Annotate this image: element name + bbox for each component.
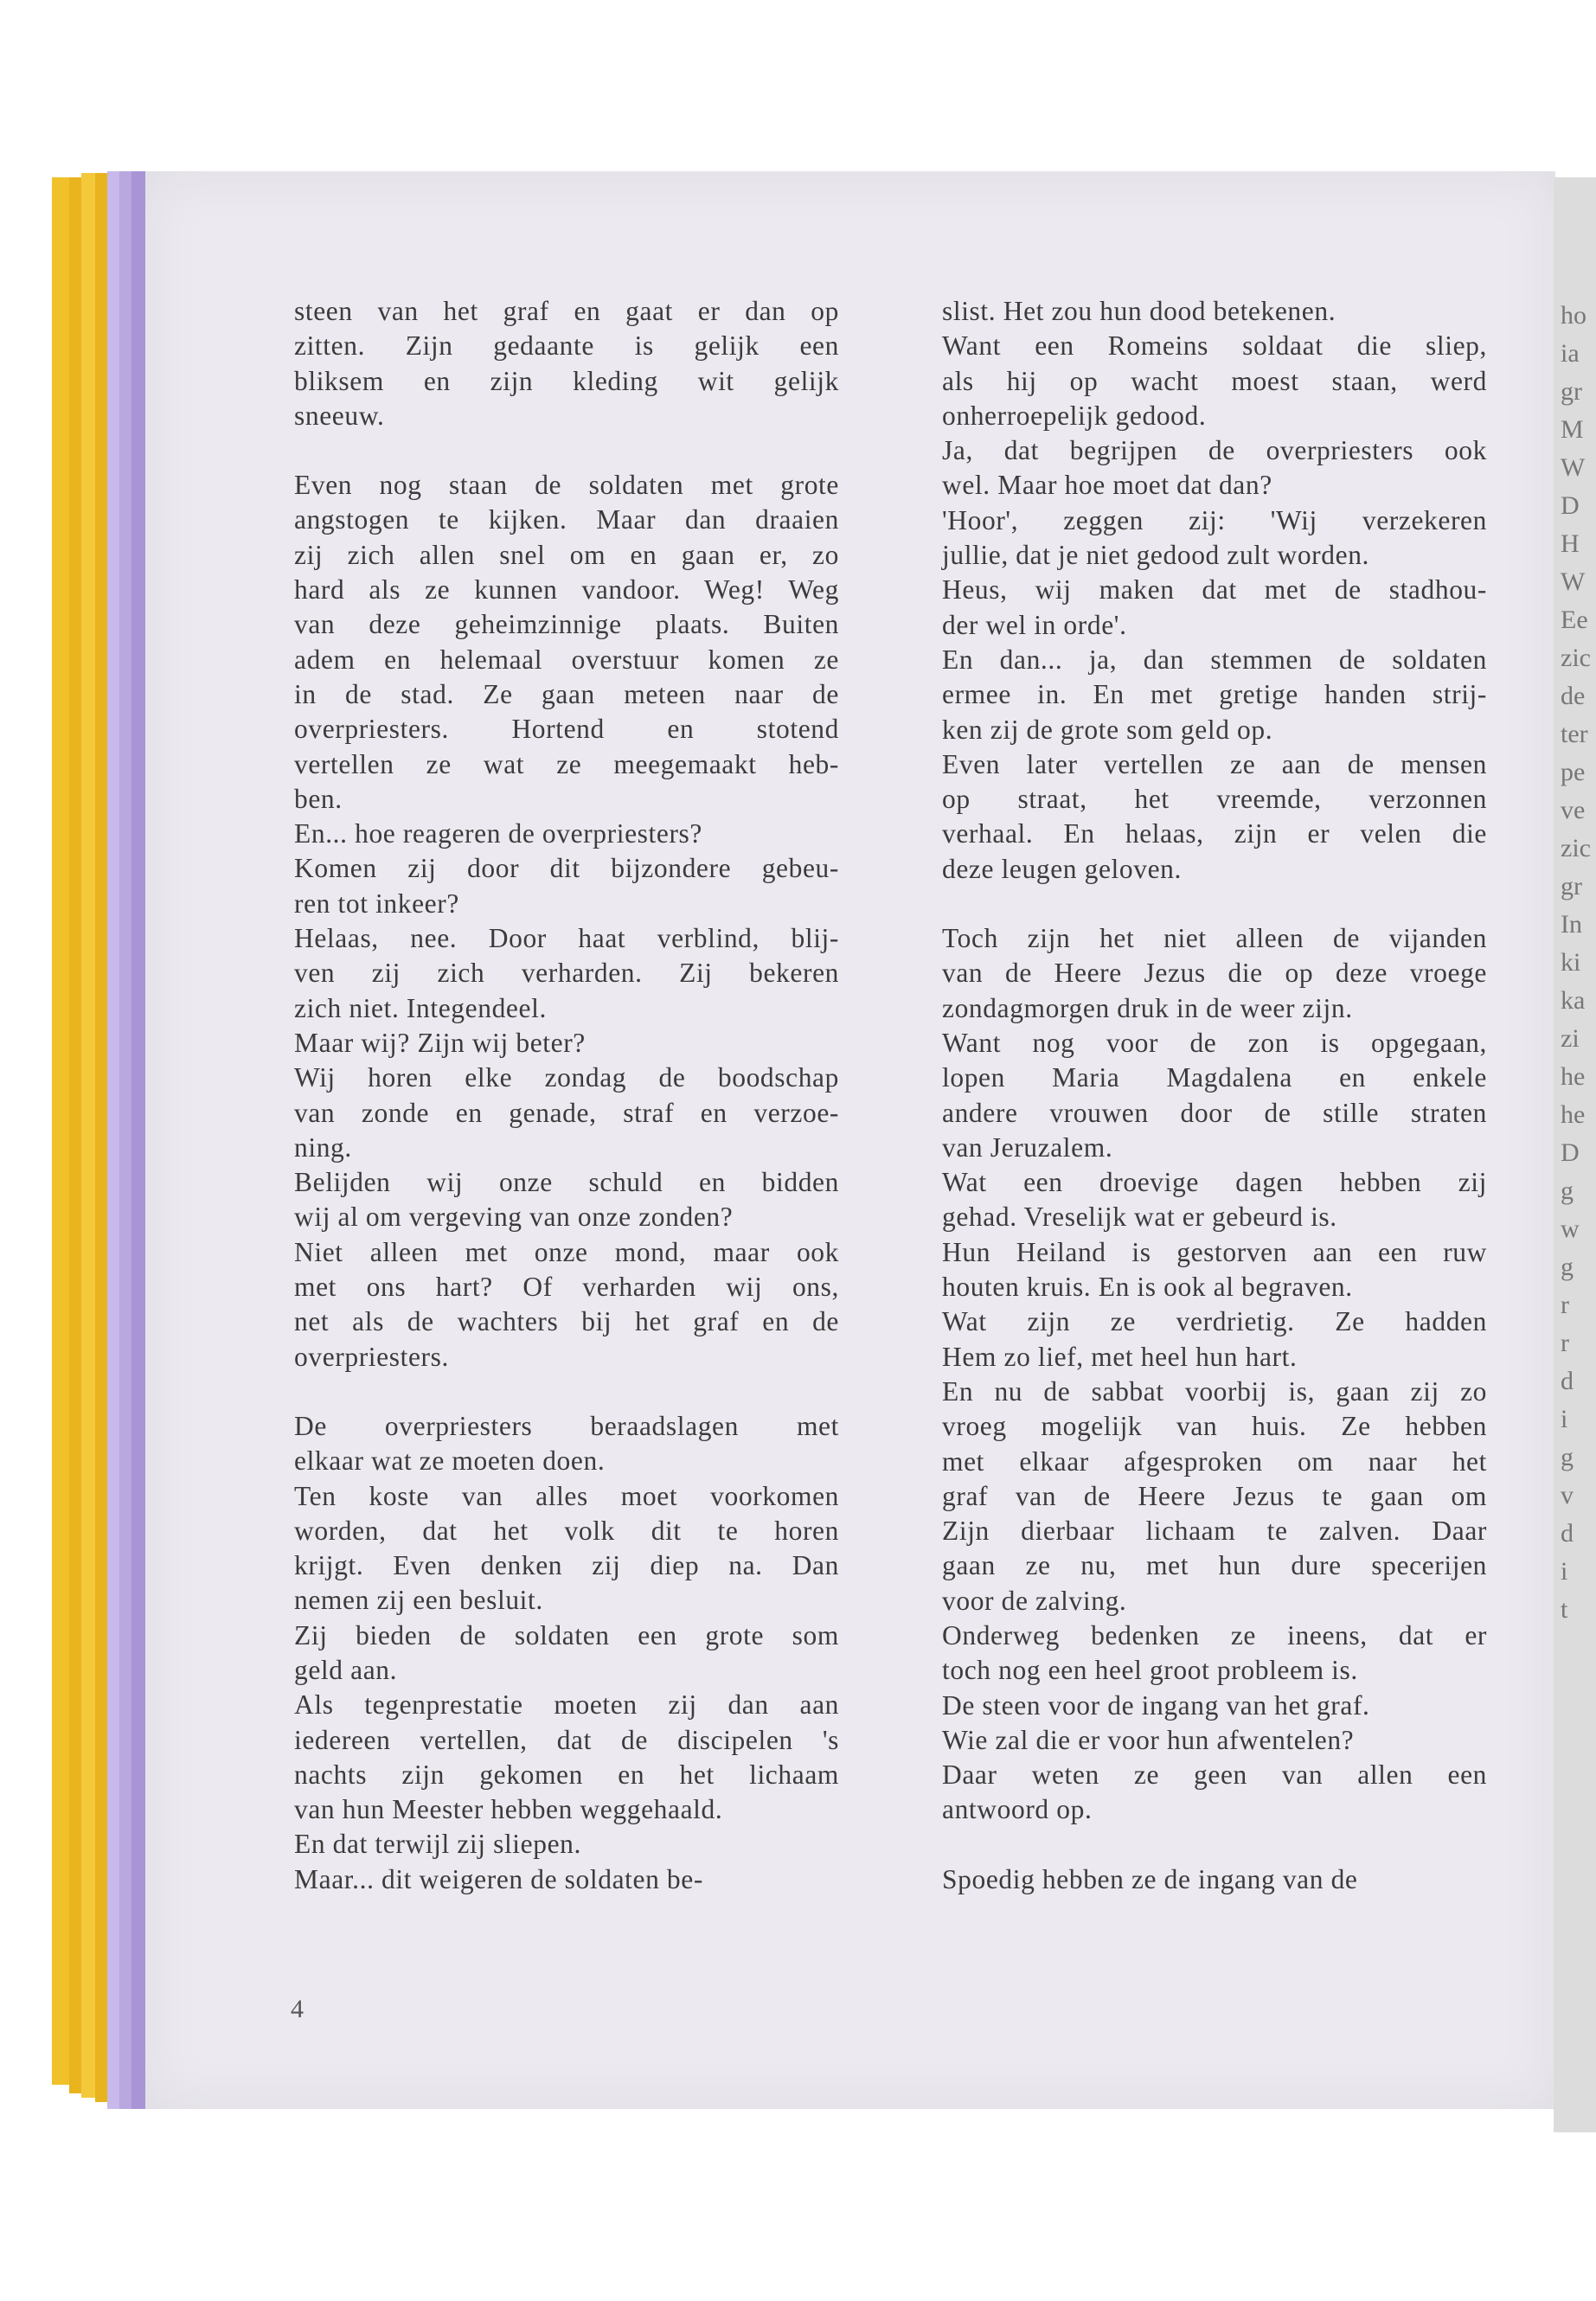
text-line: worden, dat het volk dit te horen bbox=[294, 1515, 839, 1546]
text-line: ben. bbox=[294, 783, 343, 814]
text-line: Als tegenprestatie moeten zij dan aan bbox=[294, 1689, 839, 1721]
text-line: Wat zijn ze verdrietig. Ze hadden bbox=[942, 1306, 1487, 1337]
text-line: voor de zalving. bbox=[942, 1585, 1127, 1616]
text-line: wij al om vergeving van onze zonden? bbox=[294, 1202, 734, 1233]
next-page-fragment: he bbox=[1561, 1100, 1586, 1129]
text-line: als hij op wacht moest staan, werd bbox=[942, 365, 1487, 396]
next-page-fragment: D bbox=[1561, 1138, 1580, 1167]
next-page-fragment: ki bbox=[1561, 948, 1581, 977]
text-line: 'Hoor', zeggen zij: 'Wij verzekeren bbox=[942, 504, 1487, 535]
next-page-fragment: g bbox=[1561, 1253, 1574, 1281]
text-line: vroeg mogelijk van huis. Ze hebben bbox=[942, 1411, 1487, 1442]
text-line: antwoord op. bbox=[942, 1794, 1093, 1825]
text-line: Daar weten ze geen van allen een bbox=[942, 1759, 1487, 1791]
text-line: houten kruis. En is ook al begraven. bbox=[942, 1272, 1353, 1303]
next-page-fragment: M bbox=[1561, 415, 1584, 444]
text-line: Belijden wij onze schuld en bidden bbox=[294, 1167, 839, 1198]
next-page-fragment: W bbox=[1561, 453, 1586, 482]
text-line: graf van de Heere Jezus te gaan om bbox=[942, 1480, 1487, 1511]
text-line: bliksem en zijn kleding wit gelijk bbox=[294, 365, 839, 396]
text-line: andere vrouwen door de stille straten bbox=[942, 1097, 1487, 1128]
text-line: iedereen vertellen, dat de discipelen 's bbox=[294, 1724, 839, 1755]
text-line: sneeuw. bbox=[294, 400, 385, 431]
text-line: Ja, dat begrijpen de overpriesters ook bbox=[942, 435, 1487, 466]
next-page-fragment: ia bbox=[1561, 339, 1580, 368]
next-page-fragment: pe bbox=[1561, 758, 1586, 786]
text-line: En dan... ja, dan stemmen de soldaten bbox=[942, 644, 1487, 675]
next-page-fragment: t bbox=[1561, 1595, 1568, 1624]
text-line: zondagmorgen druk in de weer zijn. bbox=[942, 992, 1353, 1023]
text-line: der wel in orde'. bbox=[942, 609, 1127, 640]
text-line: De steen voor de ingang van het graf. bbox=[942, 1689, 1370, 1721]
paragraph-gap bbox=[294, 433, 839, 468]
text-line: net als de wachters bij het graf en de bbox=[294, 1306, 839, 1337]
text-line: onherroepelijk gedood. bbox=[942, 400, 1207, 431]
text-line: Maar... dit weigeren de soldaten be- bbox=[294, 1863, 703, 1894]
page-edge-lilac-1 bbox=[107, 171, 119, 2109]
text-line: met elkaar afgesproken om naar het bbox=[942, 1445, 1487, 1477]
next-page-fragment: ter bbox=[1561, 720, 1588, 748]
next-page-fragment: r bbox=[1561, 1329, 1569, 1357]
paragraph-gap bbox=[942, 1828, 1487, 1862]
text-line: vertellen ze wat ze meegemaakt heb- bbox=[294, 748, 839, 779]
text-line: Toch zijn het niet alleen de vijanden bbox=[942, 923, 1487, 954]
text-line: toch nog een heel groot probleem is. bbox=[942, 1655, 1358, 1686]
text-line: deze leugen geloven. bbox=[942, 853, 1182, 884]
text-line: van Jeruzalem. bbox=[942, 1131, 1113, 1163]
text-line: Hun Heiland is gestorven aan een ruw bbox=[942, 1236, 1487, 1267]
text-line: gaan ze nu, met hun dure specerijen bbox=[942, 1550, 1487, 1581]
text-line: ken zij de grote som geld op. bbox=[942, 714, 1273, 745]
text-line: Maar wij? Zijn wij beter? bbox=[294, 1027, 586, 1058]
text-line: Heus, wij maken dat met de stadhou- bbox=[942, 574, 1487, 606]
next-page-fragment: v bbox=[1561, 1481, 1574, 1509]
next-page-fragment: zic bbox=[1561, 644, 1591, 672]
text-line: Wat een droevige dagen hebben zij bbox=[942, 1167, 1487, 1198]
right-column bbox=[942, 294, 1487, 1897]
text-line: En... hoe reageren de overpriesters? bbox=[294, 818, 702, 849]
next-page-fragments bbox=[1554, 177, 1596, 1627]
text-line: Spoedig hebben ze de ingang van de bbox=[942, 1863, 1358, 1894]
text-line: Want nog voor de zon is opgegaan, bbox=[942, 1027, 1487, 1058]
text-line: van hun Meester hebben weggehaald. bbox=[294, 1794, 723, 1825]
next-page-fragment: g bbox=[1561, 1443, 1574, 1471]
paragraph-gap bbox=[942, 887, 1487, 921]
page-edge-yellow-4 bbox=[95, 173, 107, 2102]
text-line: van de Heere Jezus die op deze vroege bbox=[942, 958, 1487, 989]
text-line: En dat terwijl zij sliepen. bbox=[294, 1829, 581, 1860]
next-page-fragment: zic bbox=[1561, 834, 1591, 862]
text-line: zij zich allen snel om en gaan er, zo bbox=[294, 539, 839, 570]
text-line: Want een Romeins soldaat die sliep, bbox=[942, 330, 1487, 362]
page-edge-lilac-2 bbox=[119, 171, 131, 2109]
text-line: gehad. Vreselijk wat er gebeurd is. bbox=[942, 1202, 1337, 1233]
text-line: Niet alleen met onze mond, maar ook bbox=[294, 1236, 839, 1267]
text-line: van zonde en genade, straf en verzoe- bbox=[294, 1097, 839, 1128]
page-edge-yellow-1 bbox=[52, 177, 69, 2085]
page-edge-yellow-2 bbox=[69, 177, 81, 2093]
left-column bbox=[294, 294, 839, 1897]
next-page-fragment: d bbox=[1561, 1519, 1574, 1548]
text-line: Wie zal die er voor hun afwentelen? bbox=[942, 1724, 1355, 1755]
text-line: wel. Maar hoe moet dat dan? bbox=[942, 470, 1272, 501]
text-line: lopen Maria Magdalena en enkele bbox=[942, 1062, 1487, 1093]
text-line: angstogen te kijken. Maar dan draaien bbox=[294, 504, 839, 535]
page-edge-lilac-3 bbox=[131, 171, 145, 2109]
next-page-fragment: i bbox=[1561, 1405, 1568, 1433]
text-line: van deze geheimzinnige plaats. Buiten bbox=[294, 609, 839, 640]
next-page-fragment: he bbox=[1561, 1062, 1586, 1091]
text-line: overpriesters. bbox=[294, 1341, 449, 1372]
text-line: steen van het graf en gaat er dan op bbox=[294, 296, 839, 326]
next-page-fragment: w bbox=[1561, 1215, 1580, 1243]
text-line: met ons hart? Of verharden wij ons, bbox=[294, 1272, 839, 1303]
text-line: nachts zijn gekomen en het lichaam bbox=[294, 1759, 839, 1790]
text-line: ven zij zich verharden. Zij bekeren bbox=[294, 958, 839, 989]
next-page-fragment: d bbox=[1561, 1367, 1574, 1395]
text-line: Even nog staan de soldaten met grote bbox=[294, 470, 839, 501]
text-line: De overpriesters beraadslagen met bbox=[294, 1410, 839, 1441]
text-line: elkaar wat ze moeten doen. bbox=[294, 1445, 606, 1477]
text-line: verhaal. En helaas, zijn er velen die bbox=[942, 818, 1487, 849]
next-page-edge bbox=[1554, 177, 1596, 2132]
next-page-fragment: r bbox=[1561, 1291, 1569, 1319]
text-line: zich niet. Integendeel. bbox=[294, 992, 547, 1023]
text-line: nemen zij een besluit. bbox=[294, 1585, 543, 1616]
next-page-fragment: Ee bbox=[1561, 606, 1588, 634]
text-line: Wij horen elke zondag de boodschap bbox=[294, 1062, 839, 1093]
text-line: Helaas, nee. Door haat verblind, blij- bbox=[294, 923, 839, 954]
text-line: En nu de sabbat voorbij is, gaan zij zo bbox=[942, 1375, 1487, 1407]
text-line: Komen zij door dit bijzondere gebeu- bbox=[294, 853, 839, 884]
next-page-fragment: ho bbox=[1561, 301, 1586, 330]
text-line: krijgt. Even denken zij diep na. Dan bbox=[294, 1550, 839, 1581]
next-page-fragment: gr bbox=[1561, 872, 1582, 901]
next-page-fragment: In bbox=[1561, 910, 1582, 939]
text-line: Zij bieden de soldaten een grote som bbox=[294, 1619, 839, 1650]
text-line: in de stad. Ze gaan meteen naar de bbox=[294, 678, 839, 709]
text-line: op straat, het vreemde, verzonnen bbox=[942, 784, 1487, 815]
text-line: slist. Het zou hun dood betekenen. bbox=[942, 296, 1336, 326]
next-page-fragment: W bbox=[1561, 567, 1586, 596]
text-line: Even later vertellen ze aan de mensen bbox=[942, 748, 1487, 779]
text-line: Ten koste van alles moet voorkomen bbox=[294, 1480, 839, 1511]
text-line: geld aan. bbox=[294, 1654, 398, 1685]
next-page-fragment: gr bbox=[1561, 377, 1582, 406]
page-edge-yellow-3 bbox=[81, 173, 95, 2098]
next-page-fragment: g bbox=[1561, 1176, 1574, 1205]
text-line: jullie, dat je niet gedood zult worden. bbox=[942, 540, 1370, 571]
text-line: ermee in. En met gretige handen strij- bbox=[942, 679, 1487, 710]
next-page-fragment: ve bbox=[1561, 796, 1586, 824]
next-page-fragment: i bbox=[1561, 1557, 1568, 1586]
page-number: 4 bbox=[291, 1995, 304, 2023]
text-line: hard als ze kunnen vandoor. Weg! Weg bbox=[294, 574, 839, 606]
text-line: Hem zo lief, met heel hun hart. bbox=[942, 1341, 1298, 1372]
paragraph-gap bbox=[294, 1375, 839, 1409]
next-page-fragment: de bbox=[1561, 682, 1586, 710]
text-line: overpriesters. Hortend en stotend bbox=[294, 714, 839, 745]
next-page-fragment: ka bbox=[1561, 986, 1586, 1015]
next-page-fragment: zi bbox=[1561, 1024, 1580, 1053]
text-line: Zijn dierbaar lichaam te zalven. Daar bbox=[942, 1516, 1487, 1547]
text-line: adem en helemaal overstuur komen ze bbox=[294, 644, 839, 675]
text-line: Onderweg bedenken ze ineens, dat er bbox=[942, 1619, 1487, 1650]
text-line: ning. bbox=[294, 1131, 352, 1163]
text-line: zitten. Zijn gedaante is gelijk een bbox=[294, 330, 839, 362]
text-line: ren tot inkeer? bbox=[294, 888, 459, 919]
next-page-fragment: H bbox=[1561, 529, 1580, 558]
next-page-fragment: D bbox=[1561, 491, 1580, 520]
